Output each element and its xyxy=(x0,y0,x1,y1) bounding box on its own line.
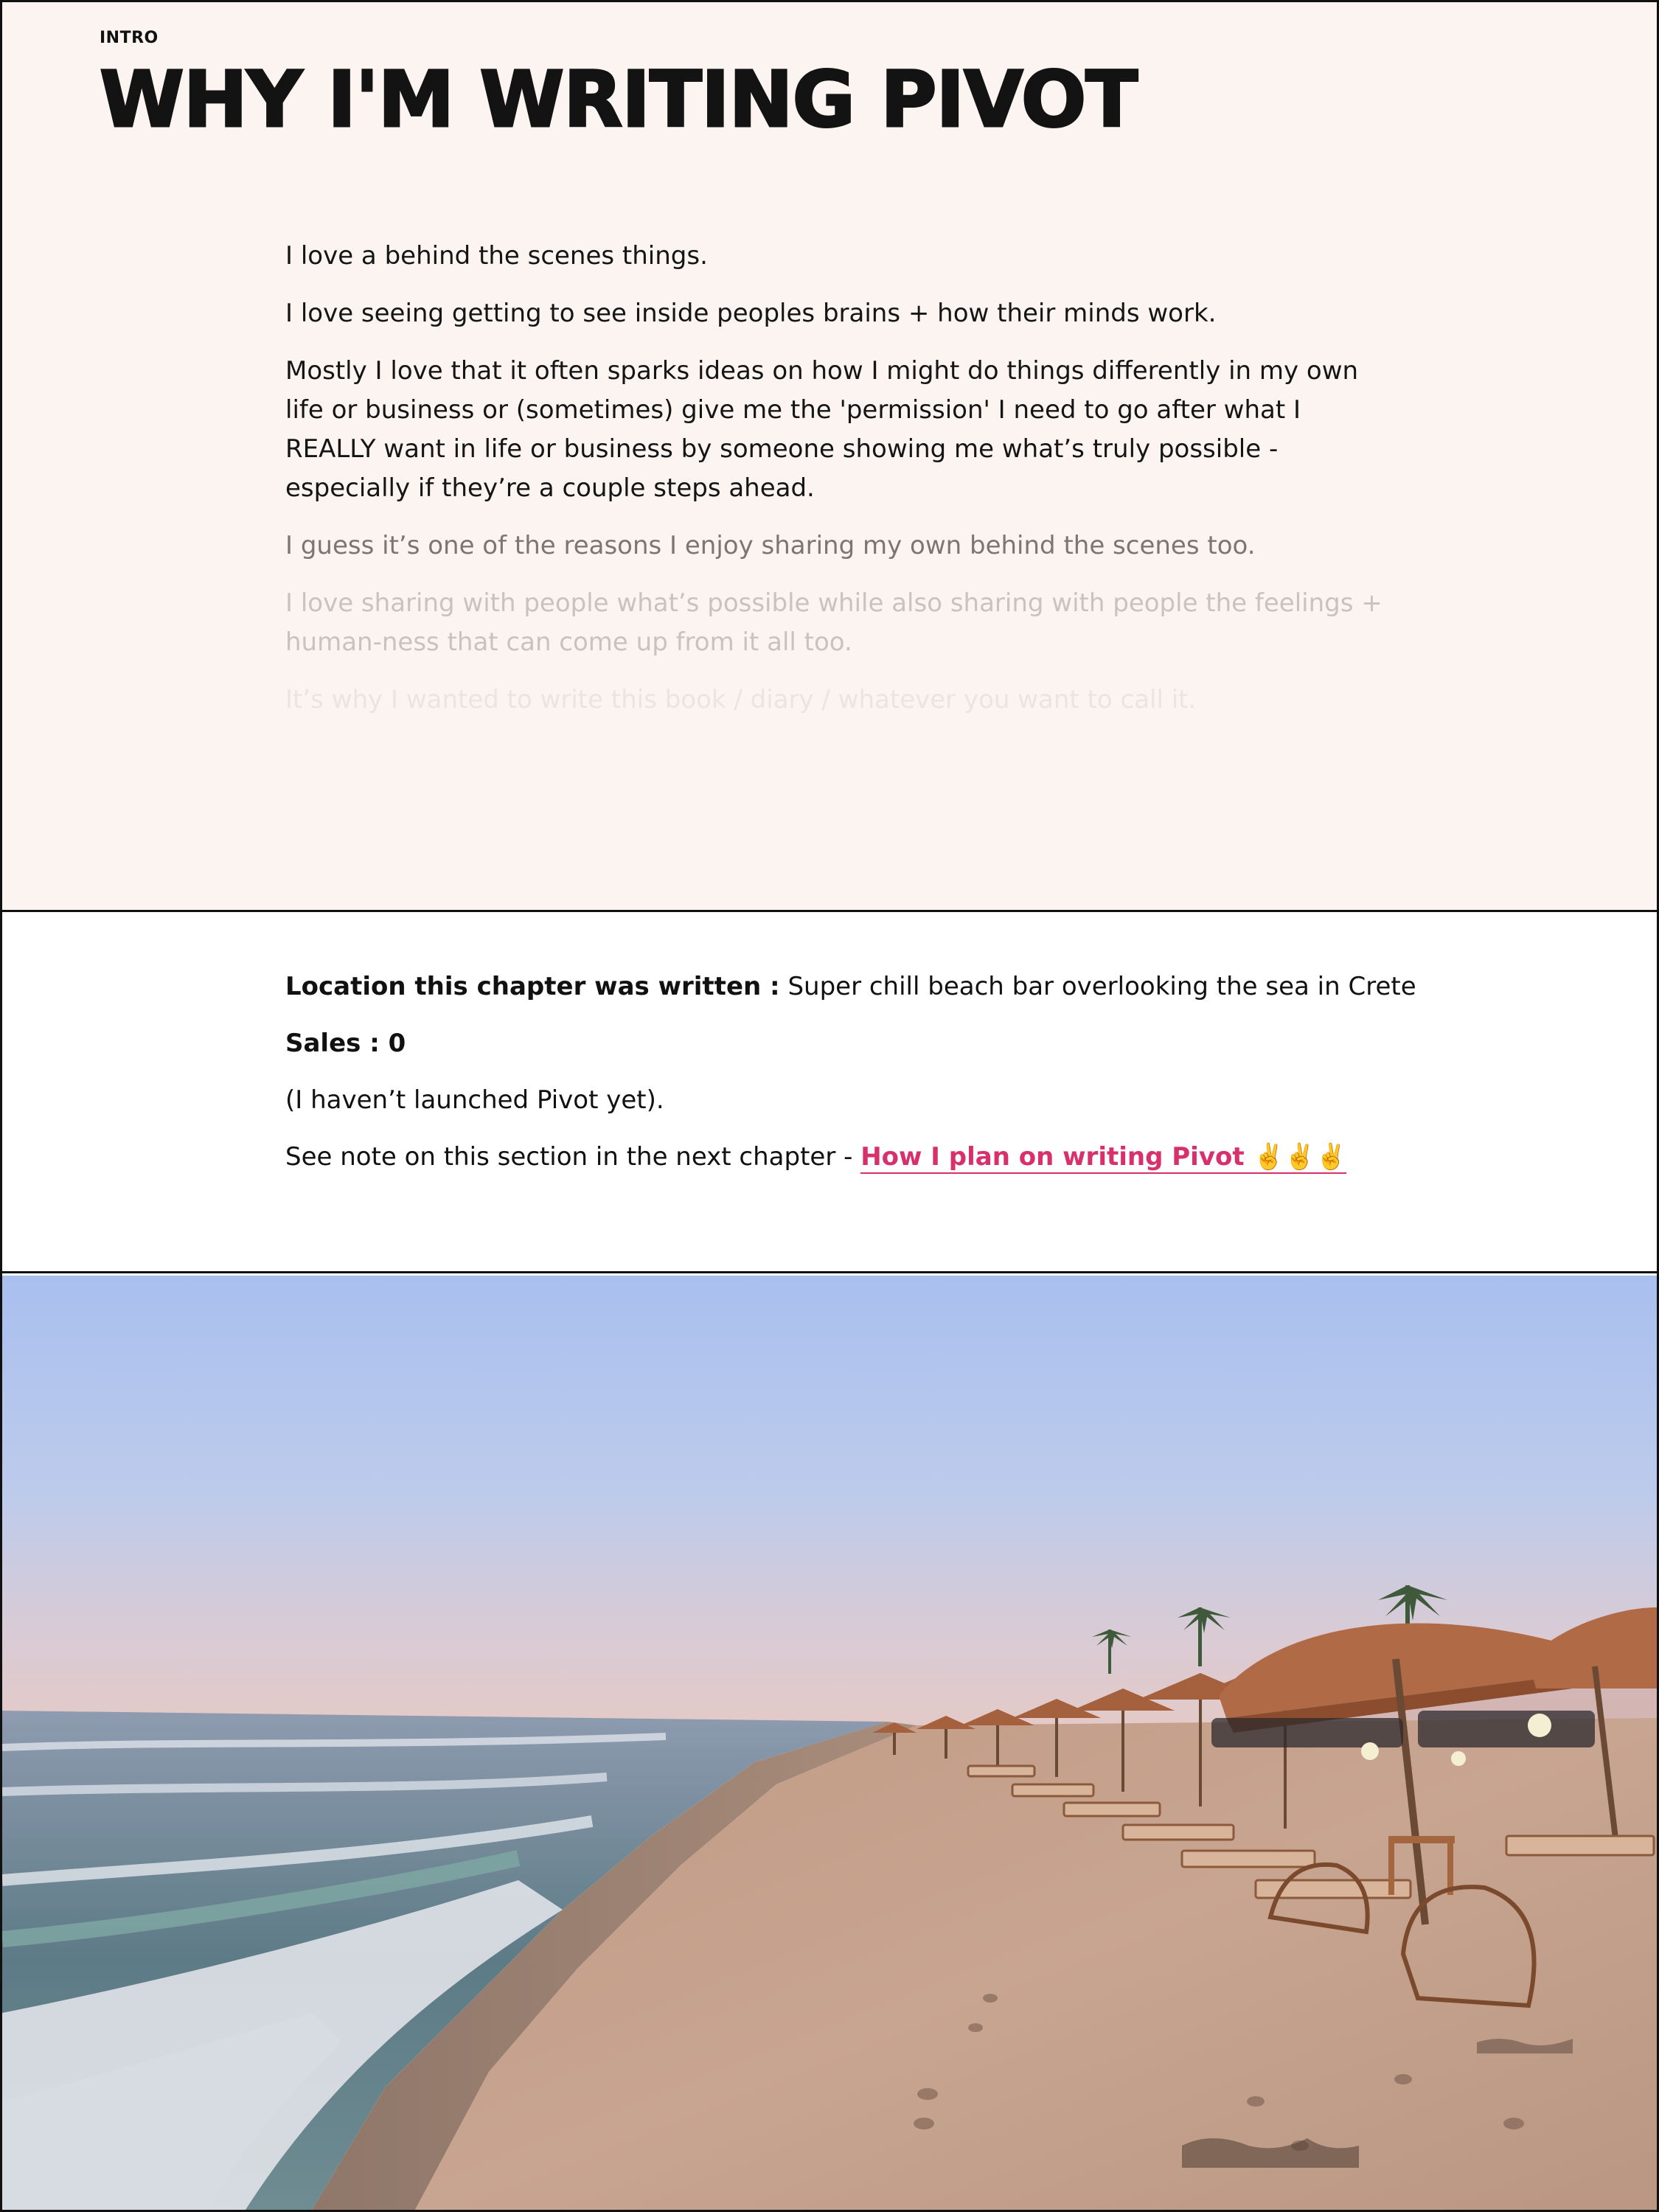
location-line xyxy=(285,967,1465,1006)
next-chapter-link[interactable]: How I plan on writing Pivot ✌️✌️✌️ xyxy=(860,1142,1346,1174)
paragraph: I love a behind the scenes things. xyxy=(285,241,708,271)
chapter-body xyxy=(285,237,1391,738)
chapter-meta-list xyxy=(285,967,1465,1194)
paragraph: Mostly I love that it often sparks ideas on how I might do things differently in my own life or business or (sometimes) give me the 'permission' I need to go after what I REALLY want in life or business by someone showing me what’s truly possible - especially if they’re a couple steps ahead. xyxy=(285,356,1359,503)
sales-line xyxy=(285,1024,1465,1062)
page-title: WHY I'M WRITING PIVOT xyxy=(100,55,1138,145)
location-value: Super chill beach bar overlooking the sea in Crete xyxy=(779,972,1416,1001)
paragraph: I love seeing getting to see inside peoples brains + how their minds work. xyxy=(285,299,1217,328)
section-kicker: INTRO xyxy=(100,29,159,47)
beach-photo xyxy=(2,1276,1657,2210)
sales-label: Sales : 0 xyxy=(285,1029,406,1058)
location-label: Location this chapter was written : xyxy=(285,972,780,1001)
faded-paragraph: I guess it’s one of the reasons I enjoy sharing my own behind the scenes too. xyxy=(285,531,1256,560)
see-note-prefix: See note on this section in the next chapter - xyxy=(285,1142,861,1172)
beach-photo-illustration xyxy=(2,1276,1657,2210)
launch-note: (I haven’t launched Pivot yet). xyxy=(285,1085,664,1115)
intro-section xyxy=(2,2,1657,912)
faded-paragraph: I love sharing with people what’s possible while also sharing with people the feelings + human-ness that can come up from it all too. xyxy=(285,588,1382,657)
faded-paragraph: It’s why I wanted to write this book / diary / whatever you want to call it. xyxy=(285,685,1197,714)
see-note-line xyxy=(285,1138,1465,1176)
chapter-meta-section xyxy=(2,914,1657,1273)
